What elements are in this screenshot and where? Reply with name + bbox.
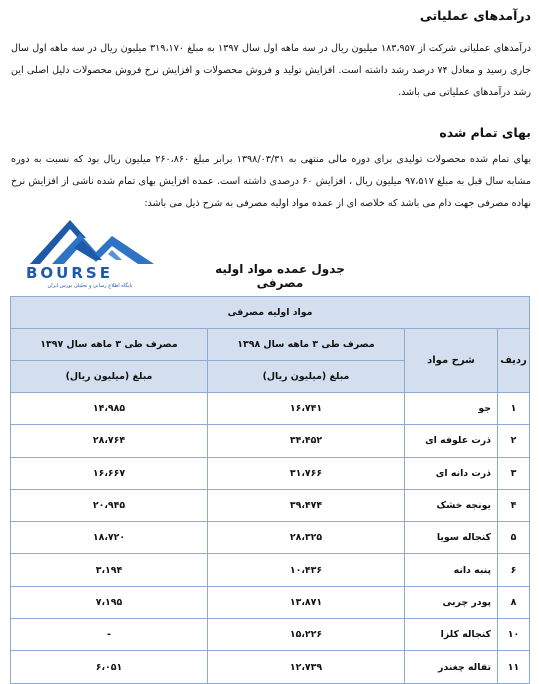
logo-wordmark: BOURSE: [26, 264, 113, 282]
row-value-1398-cell: ۳۹،۴۷۴: [208, 489, 405, 521]
row-desc-cell: تفاله چغندر: [405, 651, 498, 683]
row-desc-cell: کنجاله کلزا: [405, 619, 498, 651]
row-index-cell: ۳: [498, 457, 530, 489]
row-value-1398-cell: ۱۵،۲۲۶: [208, 619, 405, 651]
table-group-header: مواد اولیه مصرفی: [11, 297, 530, 329]
paragraph-operating-revenue: درآمدهای عملیاتی شرکت از ۱۸۳،۹۵۷ میلیون ریال در سه ماهه اول سال ۱۳۹۷ به مبلغ ۳۱۹،۱۷۰ میلیون ریال در سه ماهه اول سال جاری رسید و معادل ۷۴ درصد رشد داشته است. افزایش تولید و فروش محصولات و افزایش نرخ فروش محصولات دلیل اصلی این رشد درآمدهای عملیاتی می باشد.: [11, 43, 531, 98]
bourse-logo: [22, 214, 172, 290]
table-row: [11, 651, 530, 683]
row-value-1397-cell: ۱۶،۶۶۷: [11, 457, 208, 489]
row-desc-cell: پودر چربی: [405, 586, 498, 618]
row-value-1398-cell: ۱۲،۷۳۹: [208, 651, 405, 683]
row-value-1398-cell: ۱۰،۴۳۶: [208, 554, 405, 586]
row-desc-cell: یونجه خشک: [405, 489, 498, 521]
table-row: [11, 425, 530, 457]
col-header-row: ردیف: [498, 329, 530, 393]
row-value-1397-cell: ۲۸،۷۶۴: [11, 425, 208, 457]
row-desc-cell: ذرت دانه ای: [405, 457, 498, 489]
col-subheader-amount-1398: مبلغ (میلیون ریال): [208, 361, 405, 393]
col-header-1398: مصرف طی ۳ ماهه سال ۱۳۹۸: [208, 329, 405, 361]
row-value-1397-cell: ۱۸،۷۲۰: [11, 522, 208, 554]
col-header-desc: شرح مواد: [405, 329, 498, 393]
row-value-1397-cell: -: [11, 619, 208, 651]
row-value-1397-cell: ۷،۱۹۵: [11, 586, 208, 618]
table-row: [11, 586, 530, 618]
row-desc-cell: جو: [405, 393, 498, 425]
row-index-cell: ۸: [498, 586, 530, 618]
table-body: [11, 393, 530, 684]
table-row: [11, 554, 530, 586]
row-value-1397-cell: ۳،۱۹۴: [11, 554, 208, 586]
heading-operating-revenue: درآمدهای عملیاتی: [419, 8, 531, 23]
col-header-1397: مصرف طی ۳ ماهه سال ۱۳۹۷: [11, 329, 208, 361]
table-row: [11, 489, 530, 521]
table-title: جدول عمده مواد اولیه مصرفی: [215, 262, 345, 290]
row-value-1397-cell: ۲۰،۹۴۵: [11, 489, 208, 521]
row-index-cell: ۱۱: [498, 651, 530, 683]
raw-materials-table: [10, 296, 530, 684]
row-value-1398-cell: ۱۳،۸۷۱: [208, 586, 405, 618]
row-index-cell: ۶: [498, 554, 530, 586]
row-value-1398-cell: ۳۴،۴۵۲: [208, 425, 405, 457]
table-row: [11, 393, 530, 425]
row-value-1397-cell: ۱۴،۹۸۵: [11, 393, 208, 425]
row-desc-cell: ذرت علوفه ای: [405, 425, 498, 457]
row-desc-cell: کنجاله سویا: [405, 522, 498, 554]
row-value-1398-cell: ۳۱،۷۶۶: [208, 457, 405, 489]
logo-subtitle: پایگاه اطلاع رسانی و تحلیلی بورس ایران: [47, 283, 133, 289]
row-value-1397-cell: ۶،۰۵۱: [11, 651, 208, 683]
table-row: [11, 457, 530, 489]
row-value-1398-cell: ۲۸،۳۲۵: [208, 522, 405, 554]
table-row: [11, 522, 530, 554]
row-index-cell: ۴: [498, 489, 530, 521]
row-index-cell: ۲: [498, 425, 530, 457]
heading-cost-of-goods: بهای تمام شده: [439, 125, 531, 140]
row-index-cell: ۵: [498, 522, 530, 554]
table-row: [11, 619, 530, 651]
row-desc-cell: پنبه دانه: [405, 554, 498, 586]
row-value-1398-cell: ۱۶،۷۴۱: [208, 393, 405, 425]
paragraph-cost-of-goods: بهای تمام شده محصولات تولیدی برای دوره مالی منتهی به ۱۳۹۸/۰۳/۳۱ برابر مبلغ ۲۶۰،۸۶۰ میلیون ریال بود که نسبت به دوره مشابه سال قبل به مبلغ ۹۷،۵۱۷ میلیون ریال ، افزایش ۶۰ درصدی داشته است. عمده افزایش بهای تمام شده ناشی از افزایش نرخ نهاده مصرفی جهت دام می باشد که خلاصه ای از عمده مواد اولیه مصرفی به شرح ذیل می باشد:: [11, 154, 532, 209]
row-index-cell: ۱: [498, 393, 530, 425]
row-index-cell: ۱۰: [498, 619, 530, 651]
bourse-logo-icon: [22, 214, 172, 266]
col-subheader-amount-1397: مبلغ (میلیون ریال): [11, 361, 208, 393]
